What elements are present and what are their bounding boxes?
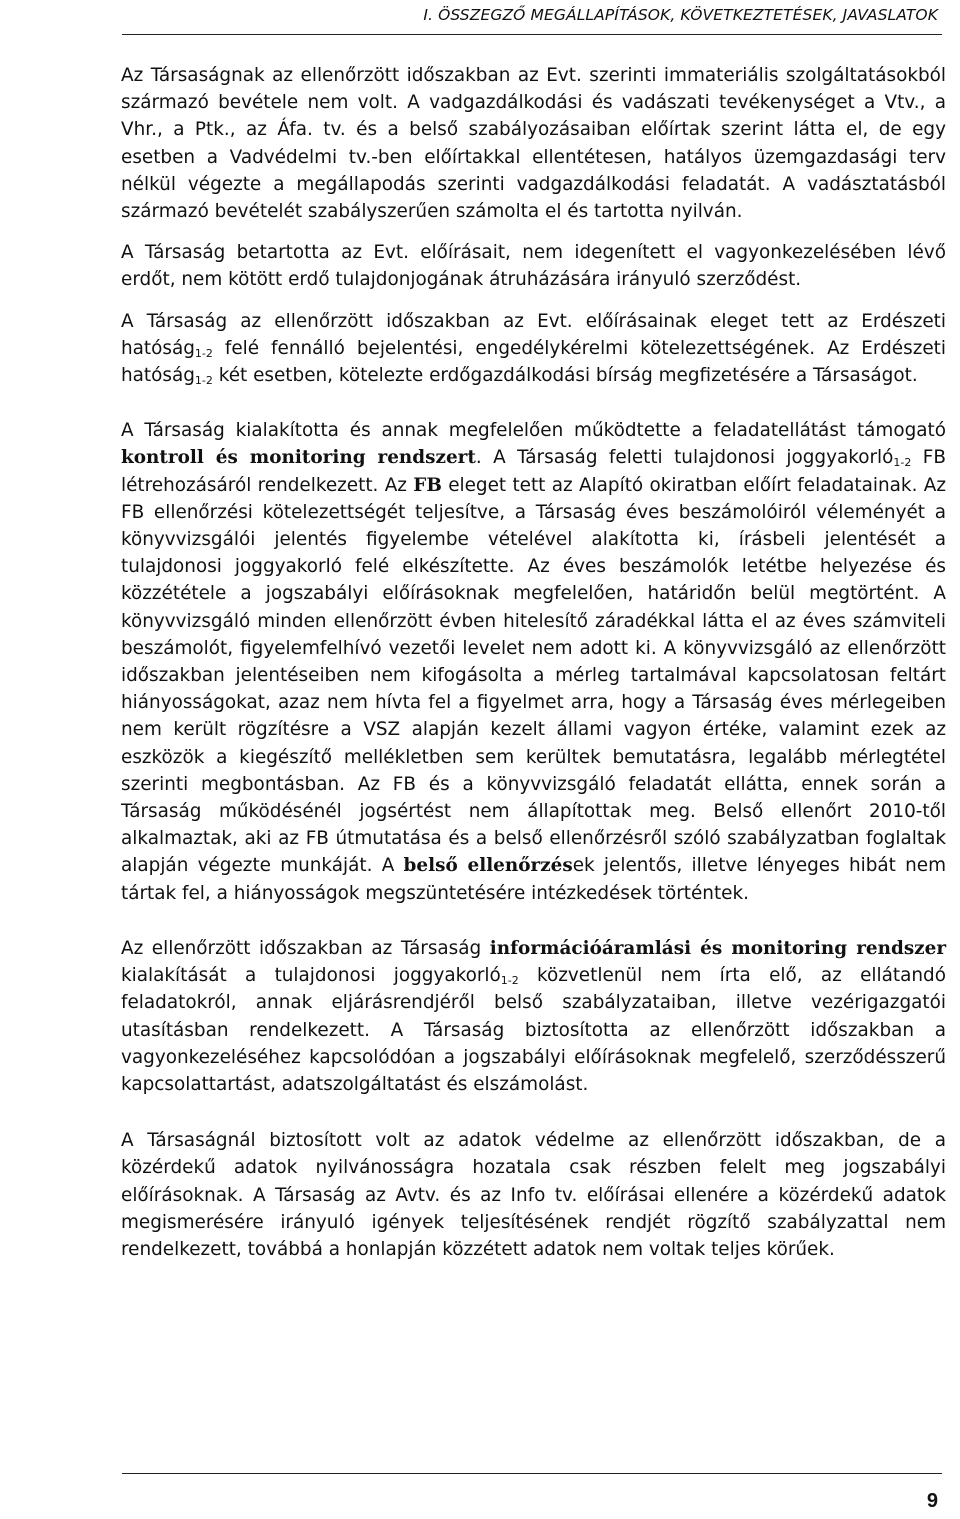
- paragraph-forest-act: A Társaság betartotta az Evt. előírásait, nem idegenített el vagyonkezelésében lévő erdőt, nem kötött erdő tulajdonjogának átruházására irányuló szerződést.: [121, 242, 946, 291]
- page-number: 9: [926, 1490, 938, 1512]
- text-run: A Társaság az ellenőrzött időszakban az Evt. előírásainak eleget tett az Erdészeti hatóság: [121, 310, 946, 359]
- text-run: felé fennálló bejelentési, engedélykérelmi kötelezettségének. Az Erdészeti hatóság: [121, 337, 946, 387]
- bold-term: FB: [413, 474, 442, 496]
- subscript: 1-2: [194, 346, 213, 360]
- text-run: eleget tett az Alapító okiratban előírt feladatainak. Az FB ellenőrzési kötelezettségét teljesítve, a Társaság éves beszámolóiról véleményét a könyvvizsgálói jelentés figyelembe vételével alakította ki, írásbeli jelentését a tulajdonosi joggyakorló felé elkészítette. Az éves beszámolók letétbe helyezése és közzététele a jogszabályi előírásoknak megfelelően, határidőn belül megtörtént. A könyvvizsgáló minden ellenőrzött évben hitelesítő záradékkal látta el az éves számviteli beszámolót, figyelemfelhívó vezetői levelet nem adott ki. A könyvvizsgáló az ellenőrzött időszakban jelentéseiben nem kifogásolta a mérleg tartalmával kapcsolatosan feltárt hiányosságokat, azaz nem hívta fel a figyelmet arra, hogy a Társaság éves mérlegeiben nem került rögzítésre a VSZ alapján kezelt állami vagyon értéke, valamint ezek az eszközök a kiegészítő mellékletben sem kerültek bemutatásra, legalább mérlegtétel szerinti megbontásban. Az FB és a könyvvizsgáló feladatát ellátta, ennek során a Társaság működésénél jogsértést nem állapítottak meg. Belső ellenőrt 2010-től alkalmaztak, aki az FB útmutatása és a belső ellenőrzésről szóló szabályzatban foglaltak alapján végezte munkáját. A: [121, 474, 946, 877]
- bold-term: információáramlási és monitoring rendszer: [489, 937, 947, 959]
- paragraph-hunting-revenue: Az Társaságnak az ellenőrzött időszakban az Evt. szerinti immateriális szolgáltatásokból származó bevétele nem volt. A vadgazdálkodási és vadászati tevékenységet a Vtv., a Vhr., a Ptk., az Áfa. tv. és a belső szabályozásaiban előírtak szerint látta el, de egy esetben a Vadvédelmi tv.-ben előírtakkal ellentétesen, hatályos üzemgazdasági terv nélkül végezte a megállapodás szerinti vadgazdálkodási feladatát. A vadásztatásból származó bevételét szabályszerűen számolta el és tartotta nyilván.: [121, 65, 946, 223]
- document-body: [121, 62, 946, 1263]
- text-run: közvetlenül nem írta elő, az ellátandó feladatokról, annak eljárásrendjéről belső szabályzataiban, illetve vezérigazgatói utasításban rendelkezett. A Társaság biztosította az ellenőrzött időszakban a vagyonkezeléséhez kapcsolódóan a jogszabályi előírásoknak megfelelő, szerződésszerű kapcsolattartást, adatszolgáltatást és elszámolást.: [121, 965, 946, 1095]
- text-run: A Társaság kialakította és annak megfelelően működtette a feladatellátást támogató: [121, 420, 946, 442]
- text-run: FB létrehozásáról rendelkezett. Az: [121, 447, 946, 496]
- text-run: . A Társaság feletti tulajdonosi joggyakorló: [475, 447, 894, 469]
- paragraph-control-monitoring: [121, 417, 946, 907]
- bold-term: kontroll és monitoring rendszert: [121, 447, 476, 469]
- running-header: I. ÖSSZEGZŐ MEGÁLLAPÍTÁSOK, KÖVETKEZTETÉSEK, JAVASLATOK: [423, 6, 938, 24]
- text-run: kialakítását a tulajdonosi joggyakorló: [121, 965, 501, 987]
- paragraph-information-flow: [121, 935, 946, 1098]
- paragraph-data-protection: A Társaságnál biztosított volt az adatok védelme az ellenőrzött időszakban, de a közérdekű adatok nyilvánosságra hozatala csak részben felelt meg jogszabályi előírásoknak. A Társaság az Avtv. és az Info tv. előírásai ellenére a közérdekű adatok megismerésére irányuló igények teljesítésének rendjét rögzítő szabályzattal nem rendelkezett, továbbá a honlapján közzétett adatok nem voltak teljes körűek.: [121, 1130, 946, 1260]
- subscript: 1-2: [194, 374, 213, 388]
- text-run: ek jelentős, illetve lényeges hibát nem tártak fel, a hiányosságok megszüntetésére intézkedések történtek.: [121, 855, 946, 904]
- subscript: 1-2: [893, 456, 912, 470]
- bold-term: belső ellenőrzés: [403, 855, 573, 877]
- subscript: 1-2: [500, 974, 519, 988]
- text-run: két esetben, kötelezte erdőgazdálkodási bírság megfizetésére a Társaságot.: [212, 365, 918, 387]
- paragraph-forestry-authority: [121, 308, 946, 390]
- header-divider: [122, 34, 942, 35]
- text-run: Az ellenőrzött időszakban az Társaság: [121, 937, 490, 959]
- footer-divider: [122, 1473, 942, 1474]
